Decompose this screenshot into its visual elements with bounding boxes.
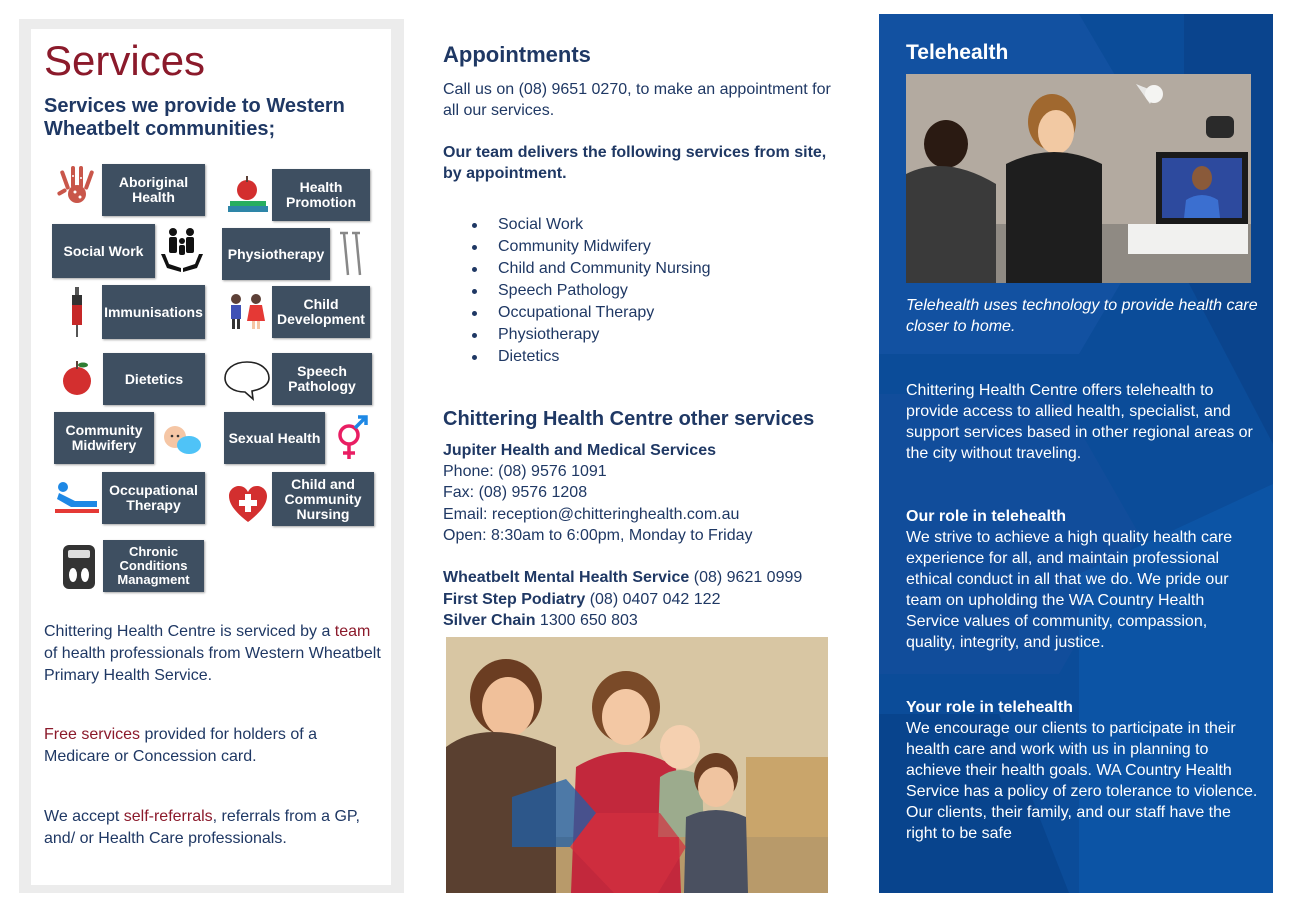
crutches-icon: [336, 229, 366, 279]
other-service-row: [443, 610, 638, 631]
service-health-promotion[interactable]: Health Promotion: [272, 169, 370, 221]
other-service-row: [443, 567, 802, 588]
telehealth-caption: Telehealth uses technology to provide health care closer to home.: [906, 297, 1258, 335]
services-panel-inner: [31, 29, 391, 885]
our-role-text: We strive to achieve a high quality health care experience for all, and maintain professional ethical conduct in all that we do. We pride our team on upholding the WA Country Health Service values of community, compassion, quality, integrity, and justice.: [906, 529, 1233, 651]
appointments-heading: Appointments: [443, 42, 591, 67]
other-service-phone: 1300 650 803: [535, 612, 638, 629]
telehealth-intro: Chittering Health Centre offers telehealth to provide access to allied health, specialist, and support services based in other regional areas or the city without traveling.: [906, 382, 1253, 462]
other-service-name: First Step Podiatry: [443, 591, 586, 608]
patient-bed-icon: [53, 477, 101, 517]
free-services-text: provided for holders of a Medicare or Concession card.: [44, 726, 318, 765]
team-delivers-text: Our team delivers the following services from site, by appointment.: [443, 144, 827, 182]
services-title: Services: [44, 37, 206, 84]
gender-symbol-icon: [333, 413, 369, 465]
appointments-text: Call us on (08) 9651 0270, to make an appointment for all our services.: [443, 81, 831, 119]
team-link[interactable]: team: [334, 623, 371, 640]
telehealth-photo: [906, 74, 1251, 283]
other-service-phone: (08) 0407 042 122: [585, 591, 721, 608]
family-photo: [446, 637, 828, 893]
other-service-name: Wheatbelt Mental Health Service: [443, 569, 690, 586]
syringe-icon: [67, 287, 87, 339]
other-service-phone: (08) 9621 0999: [689, 569, 803, 586]
other-services-heading: Chittering Health Centre other services: [443, 408, 815, 430]
service-chronic-conditions[interactable]: Chronic Conditions Managment: [103, 540, 204, 592]
referrals-text-pre: We accept: [44, 808, 124, 825]
service-dietetics[interactable]: Dietetics: [103, 353, 205, 405]
baby-icon: [161, 421, 203, 459]
jupiter-phone: Phone: (08) 9576 1091: [443, 463, 607, 480]
scale-icon: [61, 543, 97, 591]
speech-bubble-icon: [223, 359, 271, 401]
our-role-heading: Our role in telehealth: [906, 508, 1067, 525]
service-immunisations[interactable]: Immunisations: [102, 285, 205, 339]
services-panel: [19, 19, 404, 893]
service-speech-pathology[interactable]: Speech Pathology: [272, 353, 372, 405]
other-service-row: [443, 589, 720, 610]
your-role-heading: Your role in telehealth: [906, 699, 1073, 716]
referrals-paragraph: [44, 806, 384, 850]
jupiter-email[interactable]: Email: reception@chitteringhealth.com.au: [443, 506, 740, 523]
service-social-work[interactable]: Social Work: [52, 224, 155, 278]
your-role-text: We encourage our clients to participate in their health care and work with us in planning to achieve their health goals. WA Country Health Service has a policy of zero tolerance to violence. Our clients, their family, and our staff have the right to be safe: [906, 720, 1258, 842]
self-referrals-link[interactable]: self-referrals: [123, 808, 213, 825]
service-physiotherapy[interactable]: Physiotherapy: [222, 228, 330, 280]
services-subtitle: Services we provide to Western Wheatbelt communities;: [44, 95, 345, 140]
free-services-paragraph: [44, 724, 384, 768]
apple-books-icon: [226, 174, 270, 216]
service-community-midwifery[interactable]: Community Midwifery: [54, 412, 154, 464]
jupiter-hours: Open: 8:30am to 6:00pm, Monday to Friday: [443, 527, 753, 544]
list-item: Social Work: [470, 214, 711, 236]
service-child-community-nursing[interactable]: Child and Community Nursing: [272, 472, 374, 526]
telehealth-panel: [879, 14, 1273, 893]
heart-cross-icon: [227, 484, 269, 524]
team-text-post: of health professionals from Western Wheatbelt Primary Health Service.: [44, 645, 381, 684]
list-item: Community Midwifery: [470, 236, 711, 258]
list-item: Child and Community Nursing: [470, 258, 711, 280]
list-item: Occupational Therapy: [470, 302, 711, 324]
jupiter-fax: Fax: (08) 9576 1208: [443, 484, 588, 501]
team-text-pre: Chittering Health Centre is serviced by a: [44, 623, 335, 640]
service-occupational-therapy[interactable]: Occupational Therapy: [102, 472, 205, 524]
service-sexual-health[interactable]: Sexual Health: [224, 412, 325, 464]
free-services-link[interactable]: Free services: [44, 726, 141, 743]
handprint-icon: [53, 164, 101, 214]
service-child-development[interactable]: Child Development: [272, 286, 370, 338]
family-hands-icon: [159, 226, 205, 276]
apple-icon: [59, 359, 95, 397]
children-icon: [226, 291, 268, 333]
team-paragraph: [44, 621, 384, 687]
service-aboriginal-health[interactable]: Aboriginal Health: [102, 164, 205, 216]
jupiter-name: Jupiter Health and Medical Services: [443, 442, 716, 459]
appointment-services-list: [470, 214, 711, 368]
referrals-text-post: , referrals from a GP, and/ or Health Care professionals.: [44, 808, 360, 847]
list-item: Speech Pathology: [470, 280, 711, 302]
telehealth-heading: Telehealth: [906, 41, 1009, 64]
list-item: Physiotherapy: [470, 324, 711, 346]
other-service-name: Silver Chain: [443, 612, 536, 629]
list-item: Dietetics: [470, 346, 711, 368]
